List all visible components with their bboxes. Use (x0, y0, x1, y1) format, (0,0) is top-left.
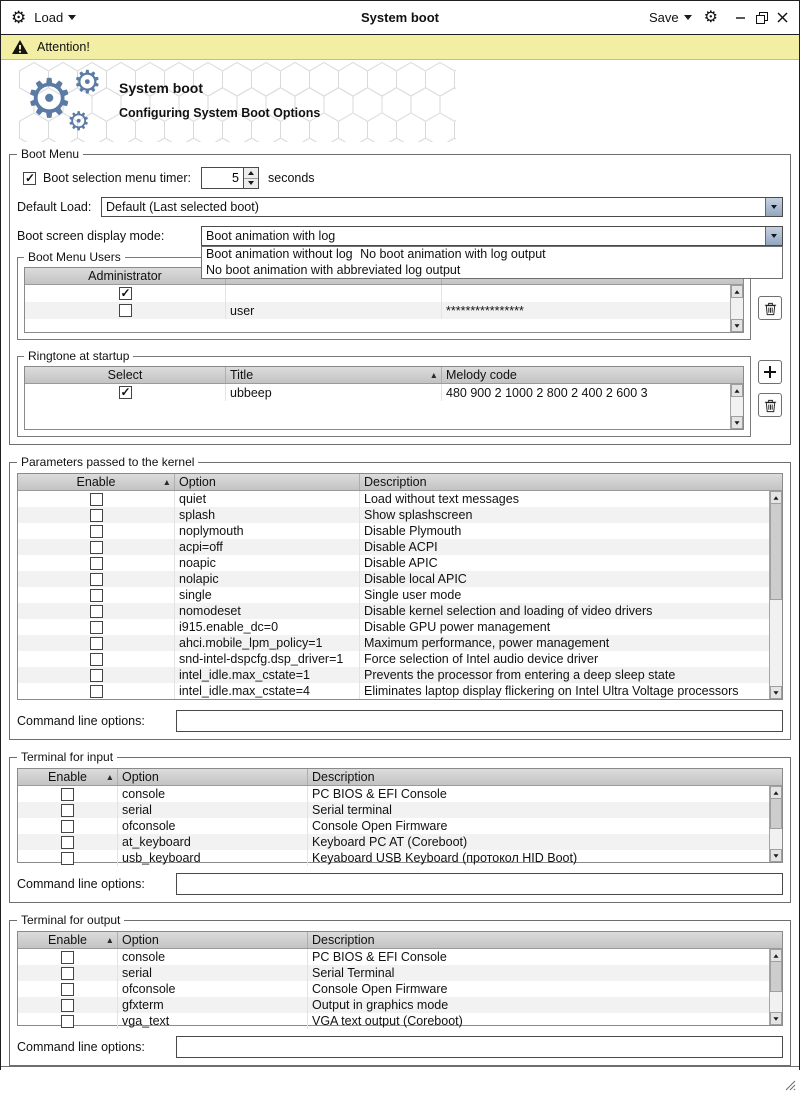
scroll-down-button[interactable] (770, 686, 782, 699)
option-cell: console (117, 786, 307, 802)
column-header-enable[interactable] (18, 932, 117, 948)
row-enable-checkbox[interactable] (61, 820, 74, 833)
attention-bar (1, 35, 799, 60)
gears-logo-small-icon: ⚙ (73, 64, 102, 100)
table-row[interactable] (18, 571, 782, 587)
scroll-thumb[interactable] (770, 504, 782, 600)
display-mode-dropdown-list (201, 246, 783, 279)
enable-cell (18, 981, 117, 997)
settings-gear-icon[interactable]: ⚙ (703, 8, 718, 26)
terminal-output-group (9, 913, 791, 1066)
gears-logo-large-icon: ⚙ (25, 69, 74, 129)
cmdline-label: Command line options: (17, 1040, 145, 1054)
row-enable-checkbox[interactable] (61, 967, 74, 980)
description-cell: VGA text output (Coreboot) (307, 1013, 769, 1029)
option-cell: ofconsole (117, 981, 307, 997)
description-cell: Keyboard PC AT (Coreboot) (307, 834, 769, 850)
table-row[interactable] (18, 834, 782, 850)
vertical-scrollbar[interactable] (769, 786, 782, 862)
column-header-title[interactable] (225, 367, 441, 383)
column-header-enable[interactable] (18, 474, 174, 490)
restore-icon (756, 12, 768, 24)
enable-cell (18, 603, 174, 619)
description-cell: Show splashscreen (359, 507, 769, 523)
row-enable-checkbox[interactable] (61, 983, 74, 996)
vertical-scrollbar[interactable] (769, 949, 782, 1025)
column-header-description[interactable]: Description (307, 769, 769, 785)
column-header-option[interactable]: Option (117, 769, 307, 785)
display-mode-label: Boot screen display mode: (17, 229, 165, 243)
password-cell: **************** (441, 302, 730, 319)
dropdown-option[interactable]: Boot animation without log (206, 247, 353, 261)
add-ringtone-button[interactable] (758, 360, 782, 384)
sort-ascending-icon: ▲ (105, 935, 114, 945)
terminal-input-table-header (18, 769, 782, 786)
table-row[interactable] (18, 619, 782, 635)
terminal-input-table-body (18, 786, 782, 866)
row-enable-checkbox[interactable] (90, 589, 103, 602)
column-header-option[interactable]: Option (117, 932, 307, 948)
description-cell: Serial terminal (307, 802, 769, 818)
display-mode-combobox[interactable] (201, 226, 783, 277)
password-cell (441, 285, 730, 302)
triangle-down-icon (771, 234, 777, 238)
triangle-down-icon (773, 1017, 778, 1020)
table-row[interactable] (18, 683, 782, 699)
table-row[interactable] (18, 555, 782, 571)
option-cell: noplymouth (174, 523, 359, 539)
title-cell: ubbeep (225, 384, 441, 401)
row-enable-checkbox[interactable] (61, 1015, 74, 1028)
triangle-up-icon (773, 791, 778, 794)
display-mode-value: Boot animation with log (206, 229, 336, 243)
description-cell: PC BIOS & EFI Console (307, 786, 769, 802)
resize-grip[interactable] (783, 1078, 796, 1091)
option-cell: console (117, 949, 307, 965)
table-row[interactable] (18, 635, 782, 651)
column-header-enable-label: Enable (76, 475, 116, 489)
triangle-up-icon (734, 389, 739, 392)
table-row[interactable] (18, 802, 782, 818)
table-row[interactable] (18, 818, 782, 834)
option-cell: ahci.mobile_lpm_policy=1 (174, 635, 359, 651)
combo-dropdown-button[interactable] (765, 198, 782, 216)
enable-cell (18, 651, 174, 667)
boot-menu-legend: Boot Menu (21, 147, 80, 161)
row-enable-checkbox[interactable] (90, 573, 103, 586)
attention-label: Attention! (37, 40, 90, 54)
triangle-down-icon (771, 205, 777, 209)
kernel-table-body (18, 491, 782, 699)
enable-cell (18, 818, 117, 834)
delete-user-button[interactable] (758, 296, 782, 320)
scroll-up-button[interactable] (731, 384, 743, 397)
users-legend: Boot Menu Users (28, 250, 121, 264)
scroll-up-button[interactable] (770, 491, 782, 504)
row-enable-checkbox[interactable] (90, 637, 103, 650)
ringtone-table-header (25, 367, 743, 384)
option-cell: vga_text (117, 1013, 307, 1029)
triangle-down-icon (773, 691, 778, 694)
table-row[interactable] (18, 981, 782, 997)
column-header-description[interactable]: Description (359, 474, 769, 490)
triangle-down-icon (248, 181, 254, 185)
row-enable-checkbox[interactable] (90, 605, 103, 618)
column-header-enable-label: Enable (48, 933, 87, 947)
option-cell: usb_keyboard (117, 850, 307, 866)
description-cell: Console Open Firmware (307, 981, 769, 997)
minimize-button[interactable] (734, 11, 747, 24)
combo-dropdown-button[interactable] (765, 227, 782, 245)
admin-cell (25, 285, 225, 302)
triangle-up-icon (773, 496, 778, 499)
triangle-down-icon (734, 324, 739, 327)
ringtone-section (17, 349, 783, 437)
column-header-administrator[interactable]: Administrator (88, 269, 162, 283)
option-cell: nomodeset (174, 603, 359, 619)
table-row[interactable] (18, 667, 782, 683)
default-load-combobox[interactable] (101, 197, 783, 217)
option-cell: acpi=off (174, 539, 359, 555)
table-row[interactable] (18, 491, 782, 507)
scroll-up-button[interactable] (731, 285, 743, 298)
timer-checkbox[interactable] (23, 172, 36, 185)
load-menu-button[interactable] (34, 10, 76, 25)
enable-cell (18, 539, 174, 555)
row-enable-checkbox[interactable] (90, 653, 103, 666)
row-admin-checkbox[interactable] (119, 287, 132, 300)
enable-cell (18, 587, 174, 603)
description-cell: Maximum performance, power management (359, 635, 769, 651)
close-icon (777, 12, 788, 23)
dropdown-option[interactable]: No boot animation with log output (360, 247, 546, 261)
description-cell: Disable Plymouth (359, 523, 769, 539)
row-enable-checkbox[interactable] (90, 557, 103, 570)
description-cell: Serial Terminal (307, 965, 769, 981)
enable-cell (18, 683, 174, 699)
table-row[interactable] (18, 539, 782, 555)
admin-cell (25, 302, 225, 319)
triangle-down-icon (734, 421, 739, 424)
row-enable-checkbox[interactable] (90, 493, 103, 506)
status-bar (1, 1066, 799, 1094)
load-menu-label: Load (34, 10, 64, 25)
enable-cell (18, 507, 174, 523)
gears-logo-tiny-icon: ⚙ (67, 106, 91, 136)
default-load-label: Default Load: (17, 200, 92, 214)
description-cell: Disable local APIC (359, 571, 769, 587)
enable-cell (18, 834, 117, 850)
default-load-row (17, 197, 783, 217)
enable-cell (18, 949, 117, 965)
column-header-description[interactable]: Description (307, 932, 769, 948)
row-enable-checkbox[interactable] (90, 541, 103, 554)
terminal-output-table-body (18, 949, 782, 1029)
chevron-down-icon (68, 15, 76, 20)
row-enable-checkbox[interactable] (61, 788, 74, 801)
table-row[interactable] (18, 786, 782, 802)
description-cell: Keyaboard USB Keyboard (протокол HID Boot) (307, 850, 769, 866)
chevron-down-icon (684, 15, 692, 20)
spin-up-button[interactable] (244, 168, 258, 179)
triangle-down-icon (773, 854, 778, 857)
timer-spinbox (201, 167, 259, 189)
column-header-option[interactable]: Option (174, 474, 359, 490)
scroll-up-button[interactable] (770, 786, 782, 799)
page-subtitle: Configuring System Boot Options (119, 106, 321, 120)
timer-label: Boot selection menu timer: (43, 171, 191, 185)
kernel-params-table (17, 473, 783, 700)
module-header (1, 60, 799, 145)
window-title: System boot (360, 10, 439, 25)
enable-cell (18, 786, 117, 802)
table-row[interactable] (18, 850, 782, 866)
column-header-enable-label: Enable (48, 770, 87, 784)
content-area (1, 145, 799, 1066)
melody-cell: 480 900 2 1000 2 800 2 400 2 600 3 (441, 384, 730, 401)
description-cell: Output in graphics mode (307, 997, 769, 1013)
delete-ringtone-button[interactable] (758, 393, 782, 417)
description-cell: Disable ACPI (359, 539, 769, 555)
option-cell: gfxterm (117, 997, 307, 1013)
enable-cell (18, 850, 117, 866)
save-menu-button[interactable] (649, 10, 692, 25)
sort-ascending-icon: ▲ (429, 370, 438, 380)
option-cell: single (174, 587, 359, 603)
users-table-body (25, 285, 743, 319)
scroll-down-button[interactable] (731, 319, 743, 332)
table-row[interactable] (18, 507, 782, 523)
row-enable-checkbox[interactable] (90, 525, 103, 538)
option-cell: intel_idle.max_cstate=4 (174, 683, 359, 699)
vertical-scrollbar[interactable] (769, 491, 782, 699)
vertical-scrollbar[interactable] (730, 285, 743, 332)
description-cell: Console Open Firmware (307, 818, 769, 834)
option-cell: ofconsole (117, 818, 307, 834)
boot-menu-group (9, 147, 791, 445)
row-admin-checkbox[interactable] (119, 304, 132, 317)
option-cell: serial (117, 802, 307, 818)
row-enable-checkbox[interactable] (90, 685, 103, 698)
timer-row (17, 167, 783, 189)
warning-icon (11, 39, 29, 55)
terminal-input-cmdline-input[interactable] (176, 873, 783, 895)
table-row[interactable] (18, 949, 782, 965)
kernel-cmdline-row (17, 710, 783, 732)
triangle-up-icon (773, 954, 778, 957)
dropdown-option[interactable]: No boot animation with abbreviated log output (206, 262, 461, 277)
close-button[interactable] (776, 11, 789, 24)
terminal-input-cmdline-row (17, 873, 783, 895)
page-title: System boot (119, 80, 204, 96)
minimize-icon (735, 12, 746, 23)
ringtone-table (24, 366, 744, 430)
table-row[interactable] (18, 651, 782, 667)
terminal-output-cmdline-row (17, 1036, 783, 1058)
enable-cell (18, 491, 174, 507)
row-enable-checkbox[interactable] (61, 836, 74, 849)
trash-icon (763, 398, 778, 413)
option-cell: nolapic (174, 571, 359, 587)
cmdline-label: Command line options: (17, 714, 145, 728)
table-row[interactable] (18, 1013, 782, 1029)
enable-cell (18, 523, 174, 539)
row-enable-checkbox[interactable] (61, 999, 74, 1012)
description-cell: PC BIOS & EFI Console (307, 949, 769, 965)
row-enable-checkbox[interactable] (61, 804, 74, 817)
default-load-value: Default (Last selected boot) (106, 200, 259, 214)
option-cell: quiet (174, 491, 359, 507)
timer-unit-label: seconds (268, 171, 315, 185)
ringtone-group (17, 349, 751, 437)
row-enable-checkbox[interactable] (61, 951, 74, 964)
option-cell: i915.enable_dc=0 (174, 619, 359, 635)
description-cell: Disable GPU power management (359, 619, 769, 635)
description-cell: Prevents the processor from entering a deep sleep state (359, 667, 769, 683)
column-header-select[interactable]: Select (107, 368, 143, 382)
description-cell: Disable APIC (359, 555, 769, 571)
ringtone-table-body (25, 384, 743, 401)
description-cell: Disable kernel selection and loading of video drivers (359, 603, 769, 619)
description-cell: Force selection of Intel audio device driver (359, 651, 769, 667)
scroll-down-button[interactable] (770, 1012, 782, 1025)
description-cell: Eliminates laptop display flickering on Intel Ultra Voltage processors (359, 683, 769, 699)
enable-cell (18, 667, 174, 683)
kernel-cmdline-input[interactable] (176, 710, 783, 732)
scroll-up-button[interactable] (770, 949, 782, 962)
scroll-thumb[interactable] (770, 799, 782, 829)
sort-ascending-icon: ▲ (162, 477, 171, 487)
kernel-params-legend: Parameters passed to the kernel (21, 455, 195, 469)
table-row[interactable] (25, 285, 743, 302)
column-header-enable[interactable] (18, 769, 117, 785)
column-header-title-label: Title (230, 368, 254, 382)
row-enable-checkbox[interactable] (61, 852, 74, 865)
select-cell (25, 384, 225, 401)
app-gear-icon: ⚙ (11, 8, 27, 27)
enable-cell (18, 1013, 117, 1029)
column-header-melody[interactable]: Melody code (441, 367, 730, 383)
scroll-down-button[interactable] (770, 849, 782, 862)
option-cell: at_keyboard (117, 834, 307, 850)
terminal-output-table (17, 931, 783, 1026)
ringtone-legend: Ringtone at startup (28, 349, 130, 363)
row-enable-checkbox[interactable] (90, 621, 103, 634)
enable-cell (18, 555, 174, 571)
enable-cell (18, 635, 174, 651)
enable-cell (18, 965, 117, 981)
scroll-thumb[interactable] (770, 962, 782, 992)
table-row[interactable] (25, 302, 743, 319)
table-row[interactable] (25, 384, 743, 401)
user-cell (225, 285, 441, 302)
option-cell: splash (174, 507, 359, 523)
terminal-input-group (9, 750, 791, 903)
table-row[interactable] (18, 523, 782, 539)
option-cell: serial (117, 965, 307, 981)
user-cell: user (225, 302, 441, 319)
row-enable-checkbox[interactable] (90, 669, 103, 682)
kernel-params-group (9, 455, 791, 740)
save-menu-label: Save (649, 10, 679, 25)
description-cell: Single user mode (359, 587, 769, 603)
vertical-scrollbar[interactable] (730, 384, 743, 429)
option-cell: snd-intel-dspcfg.dsp_driver=1 (174, 651, 359, 667)
enable-cell (18, 571, 174, 587)
sort-ascending-icon: ▲ (105, 772, 114, 782)
enable-cell (18, 802, 117, 818)
terminal-output-table-header (18, 932, 782, 949)
terminal-output-legend: Terminal for output (21, 913, 121, 927)
plus-icon (763, 365, 777, 379)
enable-cell (18, 997, 117, 1013)
row-enable-checkbox[interactable] (90, 509, 103, 522)
kernel-table-header (18, 474, 782, 491)
timer-input[interactable] (202, 168, 243, 188)
table-row[interactable] (18, 997, 782, 1013)
trash-icon (763, 301, 778, 316)
triangle-up-icon (248, 171, 254, 175)
spin-down-button[interactable] (244, 179, 258, 189)
terminal-input-legend: Terminal for input (21, 750, 114, 764)
table-row[interactable] (18, 965, 782, 981)
option-cell: noapic (174, 555, 359, 571)
description-cell: Load without text messages (359, 491, 769, 507)
table-row[interactable] (18, 587, 782, 603)
scroll-down-button[interactable] (731, 416, 743, 429)
cmdline-label: Command line options: (17, 877, 145, 891)
row-select-checkbox[interactable] (119, 386, 132, 399)
restore-button[interactable] (755, 11, 768, 24)
terminal-input-table (17, 768, 783, 863)
enable-cell (18, 619, 174, 635)
table-row[interactable] (18, 603, 782, 619)
option-cell: intel_idle.max_cstate=1 (174, 667, 359, 683)
triangle-up-icon (734, 290, 739, 293)
titlebar (1, 1, 799, 35)
terminal-output-cmdline-input[interactable] (176, 1036, 783, 1058)
